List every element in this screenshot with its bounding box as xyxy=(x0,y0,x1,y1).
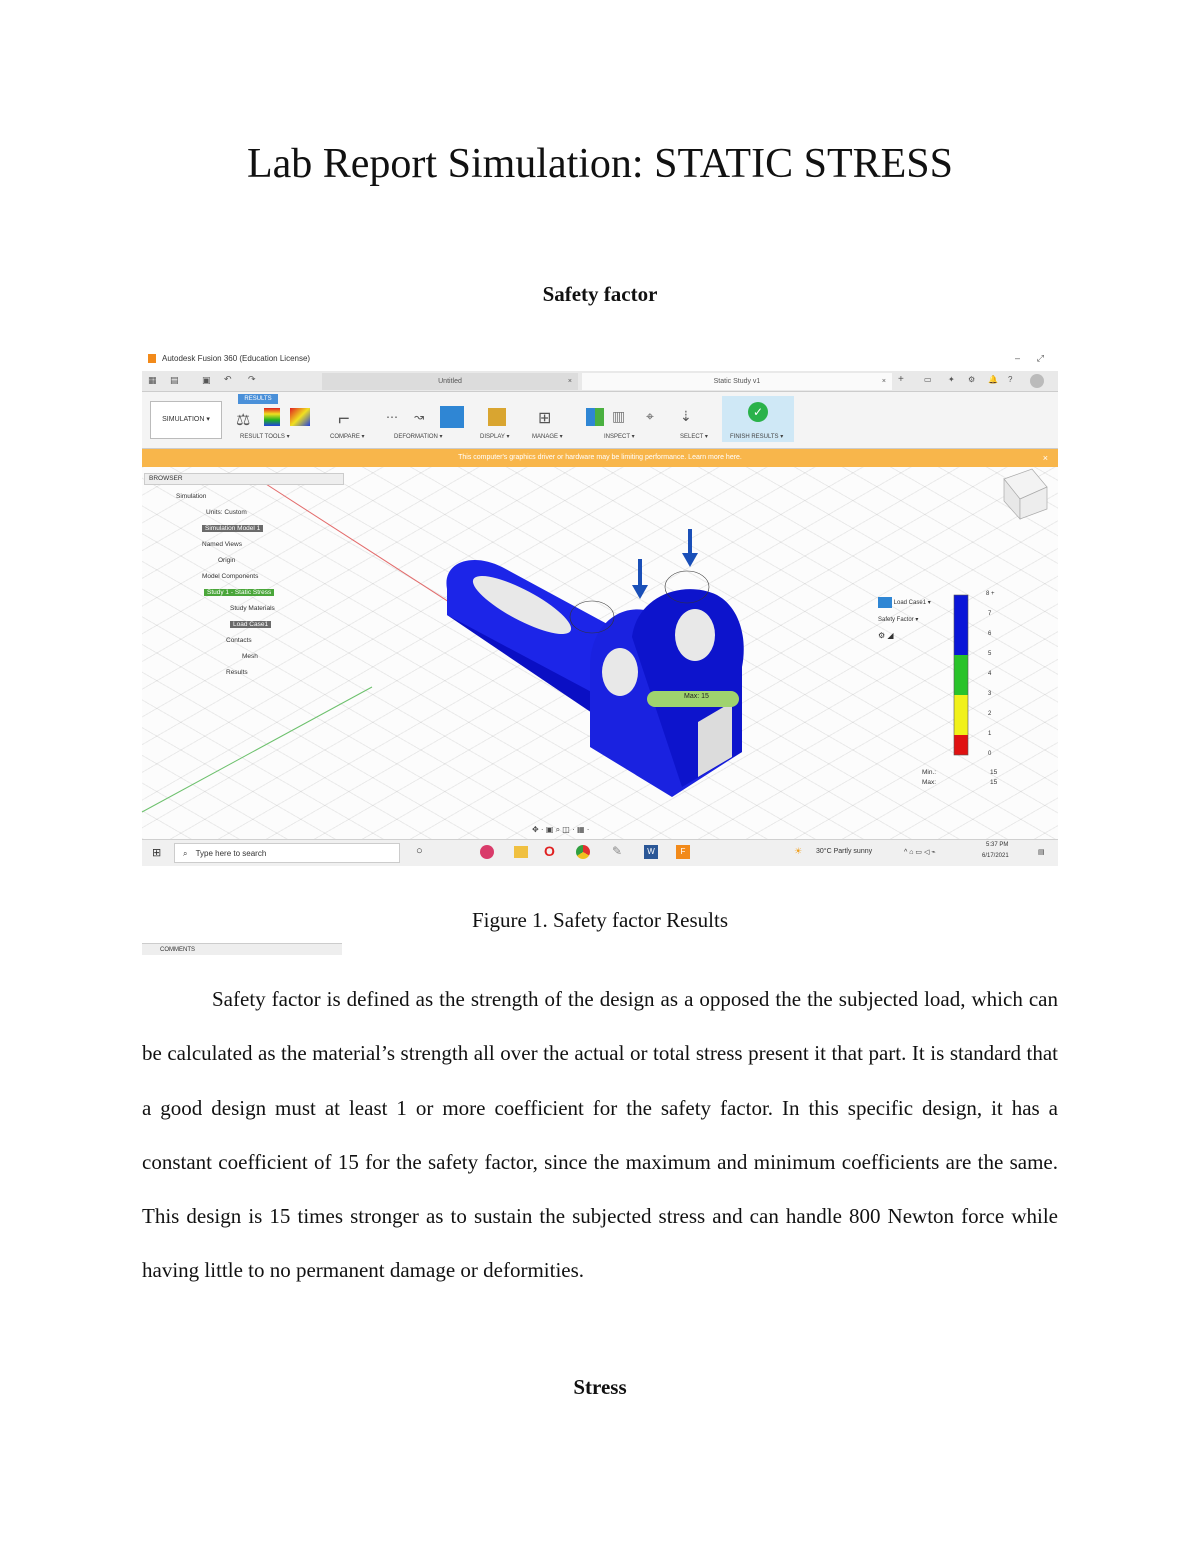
legend-tick: 5 xyxy=(988,651,992,657)
result-type-dropdown[interactable]: Safety Factor ▾ xyxy=(878,617,919,623)
navigation-bar[interactable]: ✥ · ▣ ⌕ ◫ · ▦ · xyxy=(532,825,590,834)
tree-item-mesh[interactable]: Mesh xyxy=(242,653,258,660)
manage-icon[interactable]: ⊞ xyxy=(538,410,552,427)
tree-item-simulation-model[interactable]: Simulation Model 1 xyxy=(202,525,263,532)
load-case-dropdown[interactable]: Load Case1 ▾ xyxy=(893,600,931,607)
document-tabbar xyxy=(142,371,1058,392)
display-icon[interactable] xyxy=(488,408,506,426)
browser-panel xyxy=(144,473,344,683)
tree-item-contacts[interactable]: Contacts xyxy=(226,637,252,644)
tab-label: Untitled xyxy=(438,378,462,385)
graphics-warning-banner xyxy=(142,449,1058,467)
legend-tick: 7 xyxy=(988,611,992,617)
legend-band-2 xyxy=(954,715,968,735)
legend-toggle-icon[interactable] xyxy=(878,597,892,608)
windows-start-icon[interactable]: ⊞ xyxy=(152,847,162,859)
legend-tick: 1 xyxy=(988,731,992,737)
tree-item-results[interactable]: Results xyxy=(226,669,248,676)
legend-colorbar xyxy=(954,595,968,755)
extensions-icon[interactable]: ✦ xyxy=(948,375,955,384)
undo-icon[interactable]: ↶ xyxy=(224,374,232,384)
window-titlebar xyxy=(142,349,1058,372)
legend-band-4 xyxy=(954,675,968,695)
legend-tick: 0 xyxy=(988,751,992,757)
tree-item-study-materials[interactable]: Study Materials xyxy=(230,605,275,612)
cortana-icon[interactable]: ○ xyxy=(416,845,423,857)
grid-menu-icon[interactable]: ▦ xyxy=(148,375,157,385)
tree-item-simulation[interactable]: Simulation xyxy=(176,493,207,500)
group-result-tools[interactable]: RESULT TOOLS ▾ xyxy=(240,434,290,440)
tree-item-model-components[interactable]: Model Components xyxy=(202,573,259,580)
legend-band-1 xyxy=(954,735,968,755)
close-icon[interactable]: × xyxy=(881,378,886,385)
legend-options-icon[interactable] xyxy=(264,408,280,426)
clock-date[interactable]: 6/17/2021 xyxy=(982,853,1009,859)
max-value: 15 xyxy=(990,779,998,786)
group-select[interactable]: SELECT ▾ xyxy=(680,434,708,440)
opera-icon[interactable]: O xyxy=(544,843,555,859)
result-icon[interactable]: ⚖ xyxy=(236,412,251,429)
weather-icon[interactable]: ☀ xyxy=(794,846,803,856)
check-icon: ✓ xyxy=(748,402,768,422)
minimize-icon[interactable]: – xyxy=(1014,353,1020,363)
tree-item-named-views[interactable]: Named Views xyxy=(202,541,242,548)
browser-header[interactable] xyxy=(144,473,344,485)
warning-text[interactable]: This computer's graphics driver or hardware may be limiting performance. Learn more here. xyxy=(458,454,742,461)
weather-text[interactable]: 30°C Partly sunny xyxy=(816,848,873,855)
maximize-icon[interactable]: ⤢ xyxy=(1036,353,1044,363)
legend-controls xyxy=(878,597,931,640)
notifications-icon[interactable]: ▤ xyxy=(1038,849,1045,856)
legend-tick: 2 xyxy=(988,711,992,717)
group-compare[interactable]: COMPARE ▾ xyxy=(330,434,365,440)
word-icon[interactable]: W xyxy=(644,845,658,859)
search-icon: ⌕ xyxy=(183,849,188,858)
section-heading-stress: Stress xyxy=(573,1375,627,1399)
section-heading-safety-factor: Safety factor xyxy=(542,282,658,306)
app-logo-icon xyxy=(148,354,156,363)
y-axis-line xyxy=(142,687,372,812)
legend-tick: 8 + xyxy=(986,591,995,597)
window-title: Autodesk Fusion 360 (Education License) xyxy=(162,354,311,363)
measure-icon[interactable]: ⌖ xyxy=(646,408,654,424)
lug-hole-front xyxy=(602,648,638,696)
select-icon[interactable]: ⇣ xyxy=(680,408,692,424)
legend-tick: 3 xyxy=(988,691,992,697)
save-icon[interactable]: ▣ xyxy=(202,375,211,385)
legend-settings-icon[interactable]: ⚙ ◢ xyxy=(878,631,894,640)
workspace-button[interactable]: SIMULATION ▾ xyxy=(150,401,222,439)
tab-label: Static Study v1 xyxy=(713,378,761,385)
close-icon[interactable]: × xyxy=(1042,453,1048,463)
group-deformation[interactable]: DEFORMATION ▾ xyxy=(394,434,443,440)
legend-tick: 6 xyxy=(988,631,992,637)
group-finish-results[interactable]: FINISH RESULTS ▾ xyxy=(730,434,784,440)
document-title: Lab Report Simulation: STATIC STRESS xyxy=(246,141,953,187)
tree-item-units[interactable]: Units: Custom xyxy=(206,509,247,516)
legend-band-3 xyxy=(954,695,968,715)
legend-band-6 xyxy=(954,635,968,655)
help-icon[interactable]: ? xyxy=(1008,375,1013,384)
body-paragraph: Safety factor is defined as the strength of the design as a opposed the the subjected load, which can be calculated as the material’s strength all over the actual or total stress present it that part. It is standard that a good design must at least 1 or more coefficient for the safety factor. In this specific design, it has a constant coefficient of 15 for the safety factor, since the maximum and minimum coefficients are the same. This design is 15 times stronger as to sustain the subjected stress and can handle 800 Newton force while having little to no permanent damage or deformities. xyxy=(142,987,1058,1283)
notifications-icon[interactable]: 🔔 xyxy=(988,375,998,384)
fusion-icon[interactable]: F xyxy=(676,845,690,859)
avatar[interactable] xyxy=(1030,374,1044,388)
file-icon[interactable]: ▤ xyxy=(170,375,179,385)
legend-tick: 4 xyxy=(988,671,992,677)
probe-label: Max: 15 xyxy=(684,693,709,700)
inspect-icon[interactable] xyxy=(586,408,604,426)
redo-icon[interactable]: ↷ xyxy=(248,374,256,384)
tree-item-load-case[interactable]: Load Case1 xyxy=(230,621,271,628)
tree-item-study[interactable]: Study 1 - Static Stress xyxy=(204,589,274,596)
chrome-icon[interactable] xyxy=(576,845,590,859)
deformation-icon[interactable]: ↝ xyxy=(414,410,425,424)
file-explorer-icon[interactable] xyxy=(514,846,528,858)
lug-hole-back xyxy=(675,609,715,661)
tab-untitled[interactable] xyxy=(322,373,578,390)
group-manage[interactable]: MANAGE ▾ xyxy=(532,434,563,440)
chat-icon[interactable]: ▭ xyxy=(924,375,932,384)
surface-plot-icon[interactable] xyxy=(290,408,310,426)
legend-band-8 xyxy=(954,595,968,615)
figure-caption: Figure 1. Safety factor Results xyxy=(471,908,729,932)
browser-title: BROWSER xyxy=(149,475,183,482)
ribbon-toolbar xyxy=(142,392,1058,449)
bracket-model[interactable] xyxy=(446,560,743,797)
min-label: Min.: xyxy=(922,769,937,776)
max-label: Max: xyxy=(922,779,937,786)
deformation-scale-icon[interactable]: ⋯ xyxy=(386,410,398,424)
system-tray-icons[interactable]: ^ ⌂ ▭ ◁ ⌁ xyxy=(904,849,936,856)
app-icon-1[interactable] xyxy=(480,845,494,859)
app-icon-2[interactable]: ✎ xyxy=(612,844,623,858)
comments-label: COMMENTS xyxy=(160,947,195,953)
tab-results[interactable]: RESULTS xyxy=(238,394,278,404)
group-inspect[interactable]: INSPECT ▾ xyxy=(604,434,635,440)
comments-panel[interactable] xyxy=(142,943,342,955)
jobs-icon[interactable]: ⚙ xyxy=(968,375,976,384)
legend-band-5 xyxy=(954,655,968,675)
compare-icon[interactable]: ⌐ xyxy=(338,408,350,430)
view-cube-icon[interactable] xyxy=(1004,469,1047,519)
group-display[interactable]: DISPLAY ▾ xyxy=(480,434,510,440)
windows-taskbar xyxy=(142,839,1058,866)
tab-static-study[interactable] xyxy=(582,373,892,390)
close-icon[interactable]: × xyxy=(567,378,572,385)
deformation-active-icon[interactable] xyxy=(440,406,464,428)
clock-time[interactable]: 5:37 PM xyxy=(986,842,1009,848)
taskbar-search[interactable] xyxy=(174,843,400,863)
new-tab-icon[interactable]: + xyxy=(898,374,904,385)
tree-item-origin[interactable]: Origin xyxy=(218,557,236,564)
min-value: 15 xyxy=(990,769,998,776)
search-placeholder: Type here to search xyxy=(195,849,267,858)
legend-band-7 xyxy=(954,615,968,635)
probe-icon[interactable]: ▥ xyxy=(612,408,626,424)
